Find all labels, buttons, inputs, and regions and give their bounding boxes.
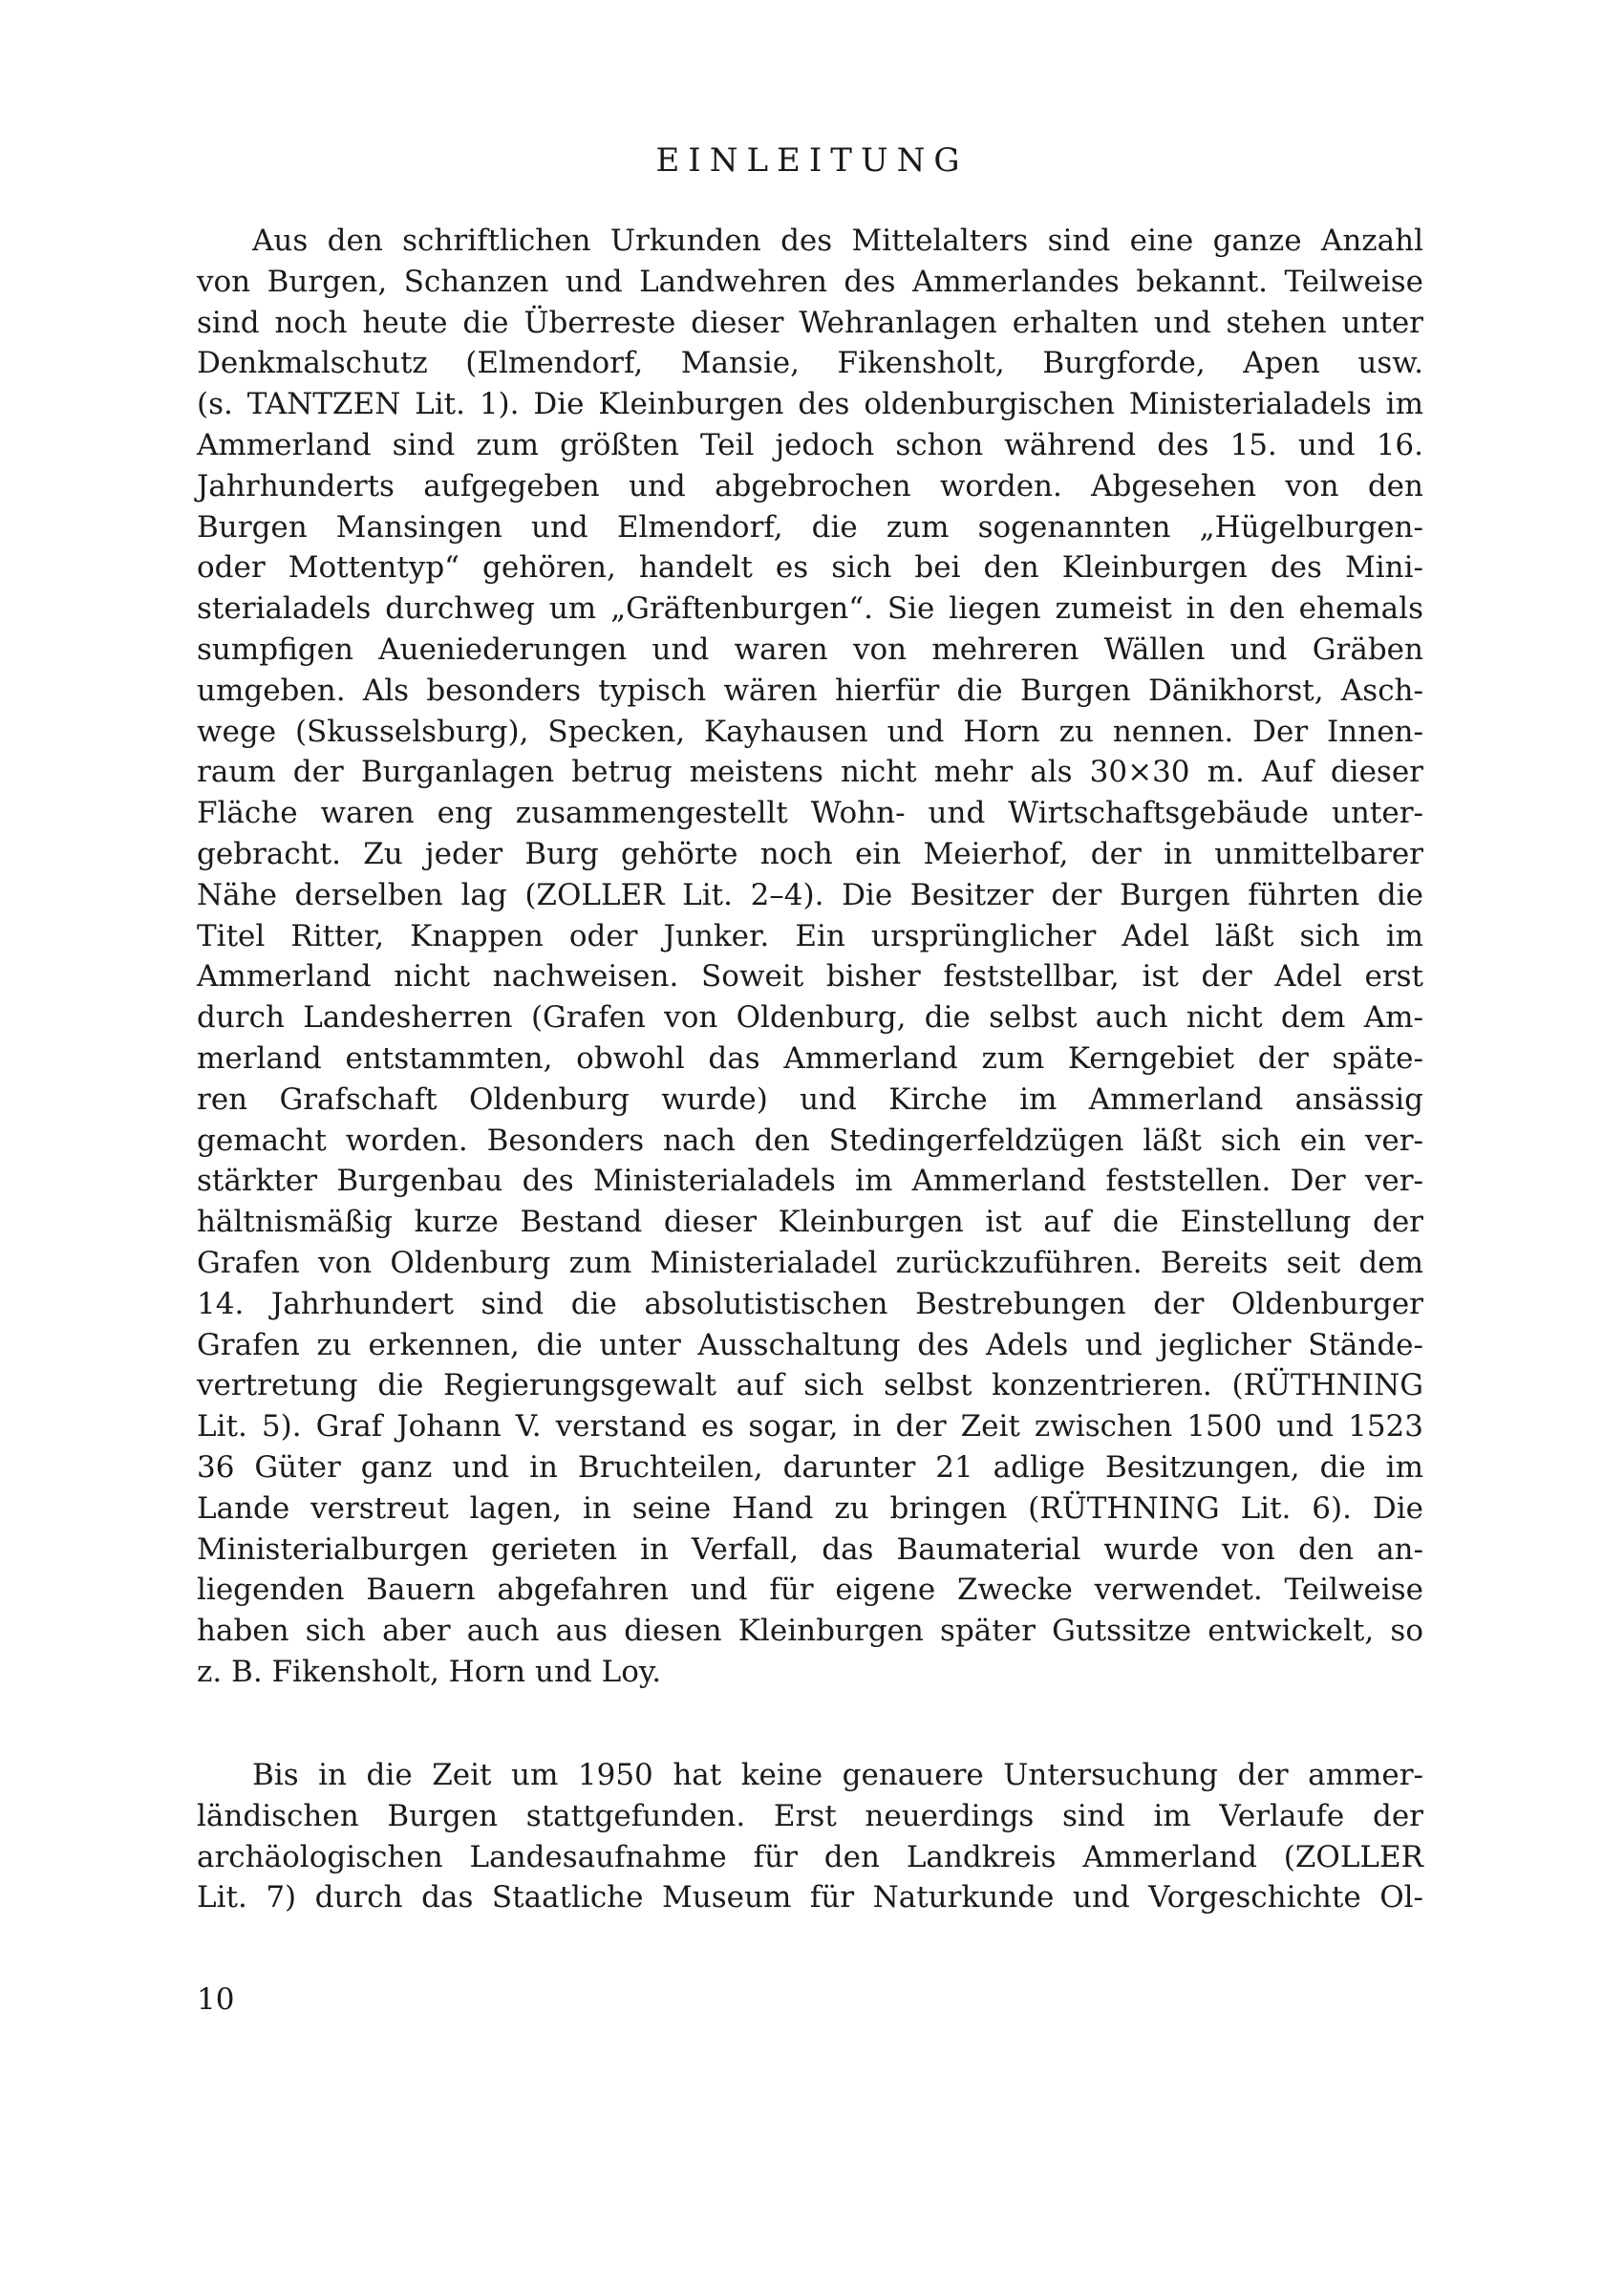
text-line: Jahrhunderts aufgegeben und abgebrochen worden. Abgesehen von den xyxy=(197,468,1423,503)
text-line: umgeben. Als besonders typisch wären hierfür die Burgen Dänikhorst, Asch- xyxy=(197,673,1423,708)
text-line: sind noch heute die Überreste dieser Wehranlagen erhalten und stehen unter xyxy=(197,305,1423,340)
text-line: Nähe derselben lag (ZOLLER Lit. 2–4). Die Besitzer der Burgen führten die xyxy=(197,877,1423,912)
text-line: Lit. 5). Graf Johann V. verstand es sogar, in der Zeit zwischen 1500 und 1523 xyxy=(197,1409,1423,1445)
text-line: von Burgen, Schanzen und Landwehren des Ammerlandes bekannt. Teilweise xyxy=(197,264,1423,299)
text-line: haben sich aber auch aus diesen Kleinburgen später Gutssitze entwickelt, so xyxy=(197,1614,1423,1649)
text-line: 36 Güter ganz und in Bruchteilen, darunter 21 adlige Besitzungen, die im xyxy=(197,1449,1423,1485)
text-line: durch Landesherren (Grafen von Oldenburg, die selbst auch nicht dem Am- xyxy=(197,1000,1423,1036)
text-line: Denkmalschutz (Elmendorf, Mansie, Fikensholt, Burgforde, Apen usw. xyxy=(197,346,1423,381)
page-title: EINLEITUNG xyxy=(655,141,969,180)
text-line: sterialadels durchweg um „Gräftenburgen“. Sie liegen zumeist in den ehemals xyxy=(197,591,1423,627)
page-number: 10 xyxy=(197,1982,235,2017)
text-line: Grafen zu erkennen, die unter Ausschaltung des Adels und jeglicher Stände- xyxy=(197,1327,1423,1362)
text-line: gebracht. Zu jeder Burg gehörte noch ein Meierhof, der in unmittelbarer xyxy=(197,836,1423,871)
text-line: Ammerland sind zum größten Teil jedoch schon während des 15. und 16. xyxy=(197,427,1423,462)
text-line: raum der Burganlagen betrug meistens nicht mehr als 30×30 m. Auf dieser xyxy=(197,755,1423,790)
text-line: (s. TANTZEN Lit. 1). Die Kleinburgen des oldenburgischen Ministerialadels im xyxy=(197,387,1423,422)
text-line: Fläche waren eng zusammengestellt Wohn- und Wirtschaftsgebäude unter- xyxy=(197,796,1423,831)
text-line: Lande verstreut lagen, in seine Hand zu bringen (RÜTHNING Lit. 6). Die xyxy=(197,1490,1423,1526)
text-line: Ammerland nicht nachweisen. Soweit bisher feststellbar, ist der Adel erst xyxy=(197,959,1423,995)
text-line: vertretung die Regierungsgewalt auf sich selbst konzentrieren. (RÜTHNING xyxy=(197,1368,1423,1403)
text-line: Grafen von Oldenburg zum Ministerialadel zurückzuführen. Bereits seit dem xyxy=(197,1245,1423,1280)
text-line: liegenden Bauern abgefahren und für eigene Zwecke verwendet. Teilweise xyxy=(197,1573,1423,1608)
text-line: Ministerialburgen gerieten in Verfall, das Baumaterial wurde von den an- xyxy=(197,1531,1423,1567)
paragraph-1 xyxy=(197,221,1423,1693)
text-line: Aus den schriftlichen Urkunden des Mittelalters sind eine ganze Anzahl xyxy=(252,224,1423,258)
text-line: oder Mottentyp“ gehören, handelt es sich bei den Kleinburgen des Mini- xyxy=(197,550,1423,586)
paragraph-2 xyxy=(197,1755,1423,1918)
text-line: merland entstammten, obwohl das Ammerland zum Kerngebiet der späte- xyxy=(197,1040,1423,1076)
text-line: gemacht worden. Besonders nach den Stedingerfeldzügen läßt sich ein ver- xyxy=(197,1123,1423,1158)
text-line: archäologischen Landesaufnahme für den Landkreis Ammerland (ZOLLER xyxy=(197,1839,1423,1874)
text-line: hältnismäßig kurze Bestand dieser Kleinburgen ist auf die Einstellung der xyxy=(197,1205,1423,1240)
text-line: Bis in die Zeit um 1950 hat keine genauere Untersuchung der ammer- xyxy=(252,1758,1423,1792)
text-line: wege (Skusselsburg), Specken, Kayhausen und Horn zu nennen. Der Innen- xyxy=(197,714,1423,749)
text-line: stärkter Burgenbau des Ministerialadels im Ammerland feststellen. Der ver- xyxy=(197,1164,1423,1199)
text-line: sumpfigen Aueniederungen und waren von mehreren Wällen und Gräben xyxy=(197,631,1423,667)
text-line: ren Grafschaft Oldenburg wurde) und Kirche im Ammerland ansässig xyxy=(197,1081,1423,1117)
text-line: Burgen Mansingen und Elmendorf, die zum sogenannten „Hügelburgen- xyxy=(197,509,1423,545)
text-line: 14. Jahrhundert sind die absolutistischen Bestrebungen der Oldenburger xyxy=(197,1286,1423,1321)
text-line: z. B. Fikensholt, Horn und Loy. xyxy=(197,1654,662,1689)
text-line: Lit. 7) durch das Staatliche Museum für Naturkunde und Vorgeschichte Ol- xyxy=(197,1880,1423,1915)
text-line: Titel Ritter, Knappen oder Junker. Ein ursprünglicher Adel läßt sich im xyxy=(197,918,1423,953)
text-line: ländischen Burgen stattgefunden. Erst neuerdings sind im Verlaufe der xyxy=(197,1798,1423,1833)
